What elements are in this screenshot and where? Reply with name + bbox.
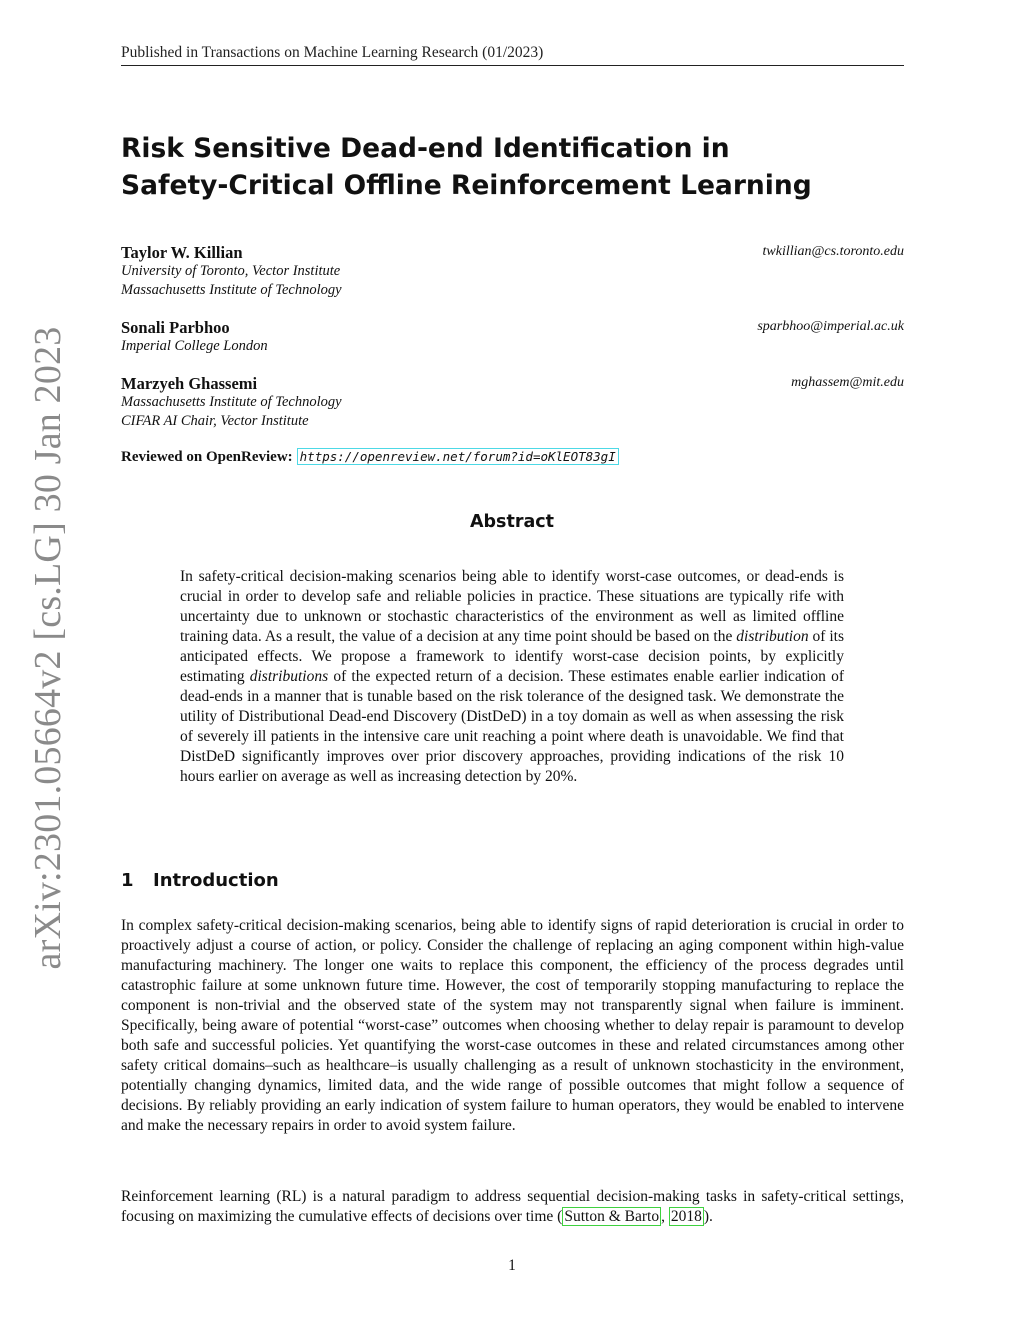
section-number: 1 (121, 870, 134, 891)
abstract-heading: Abstract (469, 512, 555, 532)
author-email[interactable]: mghassem@mit.edu (791, 375, 904, 390)
abstract-text: of its anticipated effects. We propose a framework to identify worst-case decision points, by explicitly estimating (180, 628, 844, 685)
author-2 (121, 318, 904, 356)
abstract-text: of the expected return of a decision. These estimates enable earlier indication of dead-ends in a manner that is tunable based on the risk tolerance of the designed task. We demonstrate the utility of Distributional Dead-end Discovery (DistDeD) in a toy domain as well as when assessing the risk of severely ill patients in the intensive care unit reaching a point where death is unavoidable. We find that DistDeD significantly improves over prior discovery approaches, providing indications of the risk 10 hours earlier on average as well as increasing detection by 20%. (180, 668, 844, 785)
author-email[interactable]: twkillian@cs.toronto.edu (762, 244, 904, 259)
author-affiliation: Massachusetts Institute of Technology (121, 394, 342, 410)
author-email[interactable]: sparbhoo@imperial.ac.uk (757, 319, 904, 334)
author-name: Sonali Parbhoo (121, 318, 230, 337)
arxiv-stamp: arXiv:2301.05664v2 [cs.LG] 30 Jan 2023 (27, 326, 69, 970)
reviewed-label: Reviewed on OpenReview: (121, 449, 293, 465)
abstract-emphasis: distributions (249, 668, 329, 685)
intro-paragraph-1 (121, 916, 904, 1136)
paper-title (121, 130, 921, 204)
abstract-body (180, 567, 844, 787)
section-title: Introduction (153, 870, 279, 891)
citation-separator: , (661, 1208, 669, 1225)
author-3 (121, 374, 904, 431)
author-affiliation: University of Toronto, Vector Institute (121, 263, 341, 279)
title-line-2: Safety-Critical Offline Reinforcement Learning (121, 170, 812, 201)
running-head: Published in Transactions on Machine Learning Research (01/2023) (121, 44, 544, 61)
author-1 (121, 243, 904, 300)
citation-year-link[interactable]: 2018 (670, 1208, 702, 1225)
citation-link[interactable]: Sutton & Barto (564, 1208, 660, 1225)
intro-paragraph-2 (121, 1187, 904, 1227)
author-affiliation: Massachusetts Institute of Technology (121, 282, 342, 298)
author-affiliation: Imperial College London (121, 338, 268, 354)
openreview-link[interactable]: https://openreview.net/forum?id=oKlEOT83gI (297, 448, 619, 465)
paragraph-text: Reinforcement learning (RL) is a natural paradigm to address sequential decision-making tasks in safety-critical settings, focusing on maximizing the cumulative effects of decisions over time ( (121, 1188, 904, 1225)
paragraph-text: In complex safety-critical decision-making scenarios, being able to identify signs of rapid deterioration is crucial in order to proactively adjust a course of action, or policy. Consider the challenge of replacing an aging component within high-value manufacturing machinery. The longer one waits to replace this component, the efficiency of the process degrades until catastrophic failure at some unknown future time. However, the cost of temporarily stopping manufacturing to replace the component is non-trivial and the observed state of the system may not transparently signal when failure is imminent. Specifically, being aware of potential “worst-case” outcomes when choosing whether to delay repair is paramount to develop both safe and successful policies. Yet quantifying the worst-case outcomes in these and related circumstances among other safety critical domains–such as healthcare–is usually challenging as a result of unknown stochasticity in the environment, potentially changing dynamics, limited data, and the wide range of possible outcomes that might follow a sequence of decisions. By reliably providing an early indication of system failure to human operators, they would be enabled to intervene and make the necessary repairs in order to avoid system failure. (121, 917, 904, 1134)
author-name: Taylor W. Killian (121, 243, 243, 262)
author-name: Marzyeh Ghassemi (121, 374, 258, 393)
reviewed-line (121, 449, 619, 466)
paragraph-end: ). (703, 1208, 713, 1225)
section-heading (121, 870, 279, 891)
author-affiliation: CIFAR AI Chair, Vector Institute (121, 413, 309, 429)
abstract-text: In safety-critical decision-making scenarios being able to identify worst-case outcomes, or dead-ends is crucial in order to develop safe and reliable policies in practice. These situations are typically rife with uncertainty due to unknown or stochastic characteristics of the environment as well as limited offline training data. As a result, the value of a decision at any time point should be based on the (180, 568, 844, 645)
title-line-1: Risk Sensitive Dead-end Identification in (121, 133, 730, 164)
header-rule (121, 65, 904, 66)
page-number: 1 (508, 1257, 516, 1274)
abstract-emphasis: distribution (736, 628, 809, 645)
